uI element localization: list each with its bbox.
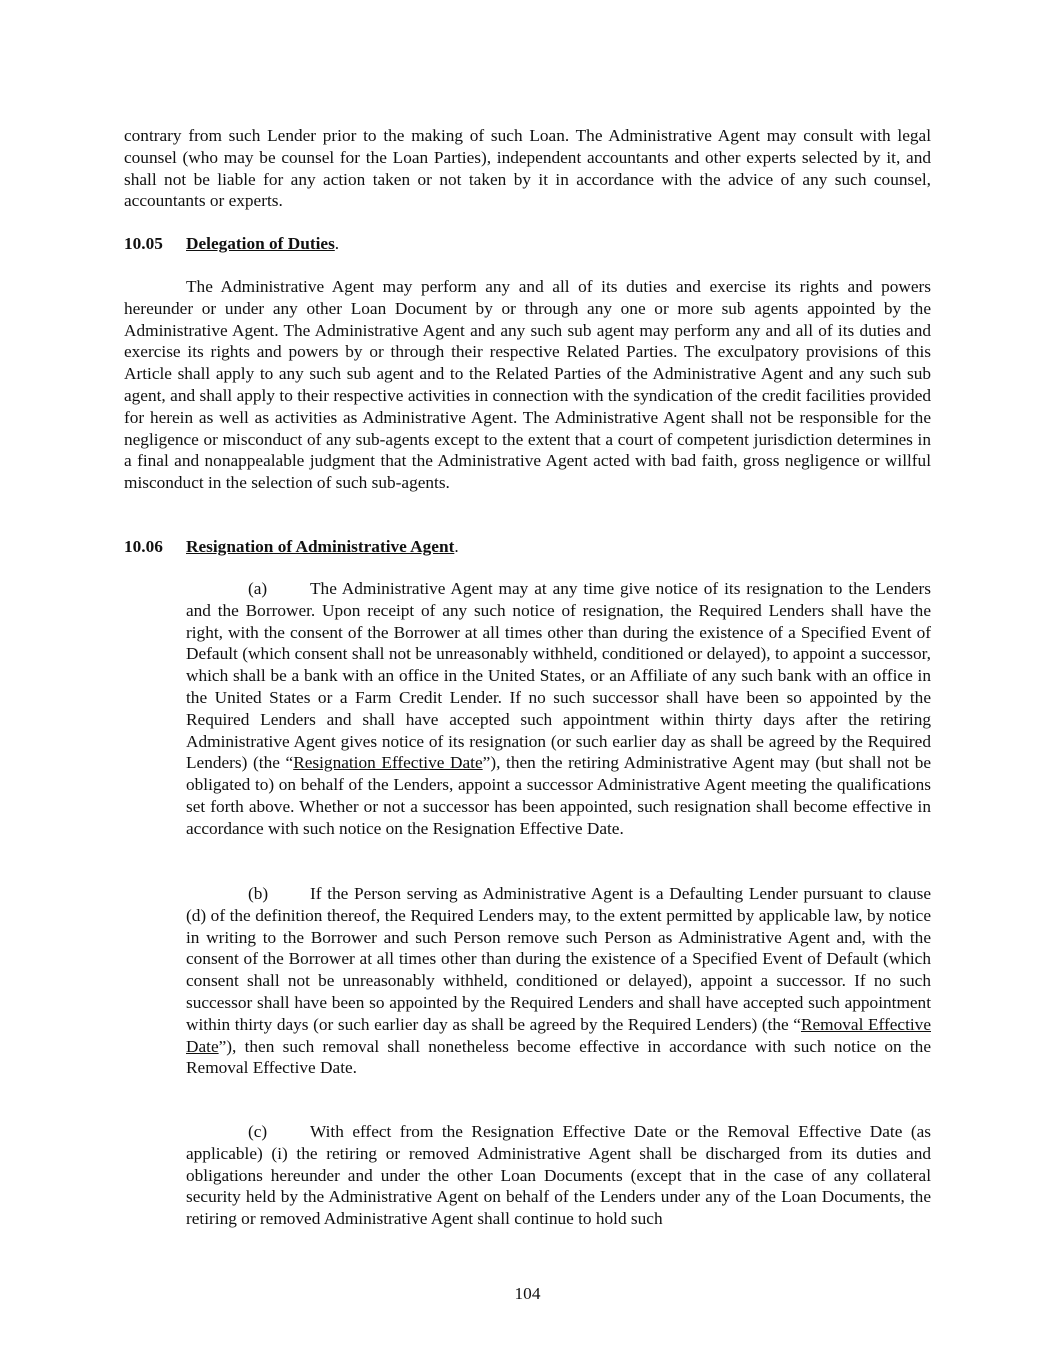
section-10-05-body: The Administrative Agent may perform any and all of its duties and exercise its rights and powers hereunder or under any other Loan Document by or through any one or more sub agents appointed by the Administrative Agent. The Administrative Agent and any such sub agent may perform any and all of its duties and exercise its rights and powers by or through their respective Related Parties. The exculpatory provisions of this Article shall apply to any such sub agent and to the Related Parties of the Administrative Agent and any such sub agent, and shall apply to their respective activities in connection with the syndication of the credit facilities provided for herein as well as activities as Administrative Agent. The Administrative Agent shall not be responsible for the negligence or misconduct of any sub-agents except to the extent that a court of competent jurisdiction determines in a final and nonappealable judgment that the Administrative Agent acted with bad faith, gross negligence or willful misconduct in the selection of such sub-agents.	[124, 277, 931, 493]
clause-c-paragraph	[186, 1121, 931, 1230]
section-title: Delegation of Duties	[186, 234, 335, 253]
clause-b-text-1: If the Person serving as Administrative Agent is a Defaulting Lender pursuant to clause (d) of the definition thereof, the Required Lenders may, to the extent permitted by applicable law, by notice in writing to the Borrower and such Person remove such Person as Administrative Agent and, with the consent of the Borrower at all times other than during the existence of a Specified Event of Default (which consent shall not be unreasonably withheld, conditioned or delayed), appoint a successor. If no such successor shall have been so appointed by the Required Lenders and shall have accepted such appointment within thirty days (or such earlier day as shall be agreed by the Required Lenders) (the “	[186, 884, 931, 1034]
clause-c-text: With effect from the Resignation Effective Date or the Removal Effective Date (as applicable) (i) the retiring or removed Administrative Agent shall be discharged from its duties and obligations hereunder and under the other Loan Documents (except that in the case of any collateral security held by the Administrative Agent on behalf of the Lenders under any of the Loan Documents, the retiring or removed Administrative Agent shall continue to hold such	[186, 1122, 931, 1229]
section-title-period: .	[334, 234, 340, 253]
clause-a-text-2: ”), then the retiring Administrative Agent may (but shall not be obligated to) on behalf of the Lenders, appoint a successor Administrative Agent meeting the qualifications set forth above. Whether or not a successor has been appointed, such resignation shall become effective in accordance with such notice on the Resignation Effective Date.	[186, 753, 932, 838]
clause-a-paragraph	[186, 578, 931, 840]
section-heading-10-05	[124, 233, 339, 255]
clause-label: (a)	[248, 579, 268, 598]
defined-term-resignation-effective-date: Resignation Effective Date	[293, 753, 483, 773]
section-number: 10.06	[124, 537, 163, 556]
clause-label: (c)	[248, 1122, 268, 1141]
intro-paragraph: contrary from such Lender prior to the making of such Loan. The Administrative Agent may consult with legal counsel (who may be counsel for the Loan Parties), independent accountants and other experts selected by it, and shall not be liable for any action taken or not taken by it in accordance with the advice of any such counsel, accountants or experts.	[124, 126, 931, 211]
clause-a-text-1: The Administrative Agent may at any time give notice of its resignation to the Lenders and the Borrower. Upon receipt of any such notice of resignation, the Required Lenders shall have the right, with the consent of the Borrower at all times other than during the existence of a Specified Event of Default (which consent shall not be unreasonably withheld, conditioned or delayed), to appoint a successor, which shall be a bank with an office in the United States, or an Affiliate of any such bank with an office in the United States or a Farm Credit Lender. If no such successor shall have been so appointed by the Required Lenders and shall have accepted such appointment within thirty days after the retiring Administrative Agent gives notice of its resignation (or such earlier day as shall be agreed by the Required Lenders) (the “	[186, 579, 931, 773]
section-title: Resignation of Administrative Agent	[186, 537, 455, 556]
clause-label: (b)	[248, 884, 269, 903]
page-number: 104	[514, 1284, 541, 1303]
section-title-period: .	[454, 537, 459, 556]
defined-term-removal-effective-date: Removal Effective Date	[186, 1014, 931, 1056]
clause-b-text-2: ”), then such removal shall nonetheless become effective in accordance with such notice on the Removal Effective Date.	[186, 1036, 931, 1078]
clause-b-paragraph	[186, 883, 931, 1079]
section-heading-10-06	[124, 536, 459, 558]
section-number: 10.05	[124, 234, 163, 253]
